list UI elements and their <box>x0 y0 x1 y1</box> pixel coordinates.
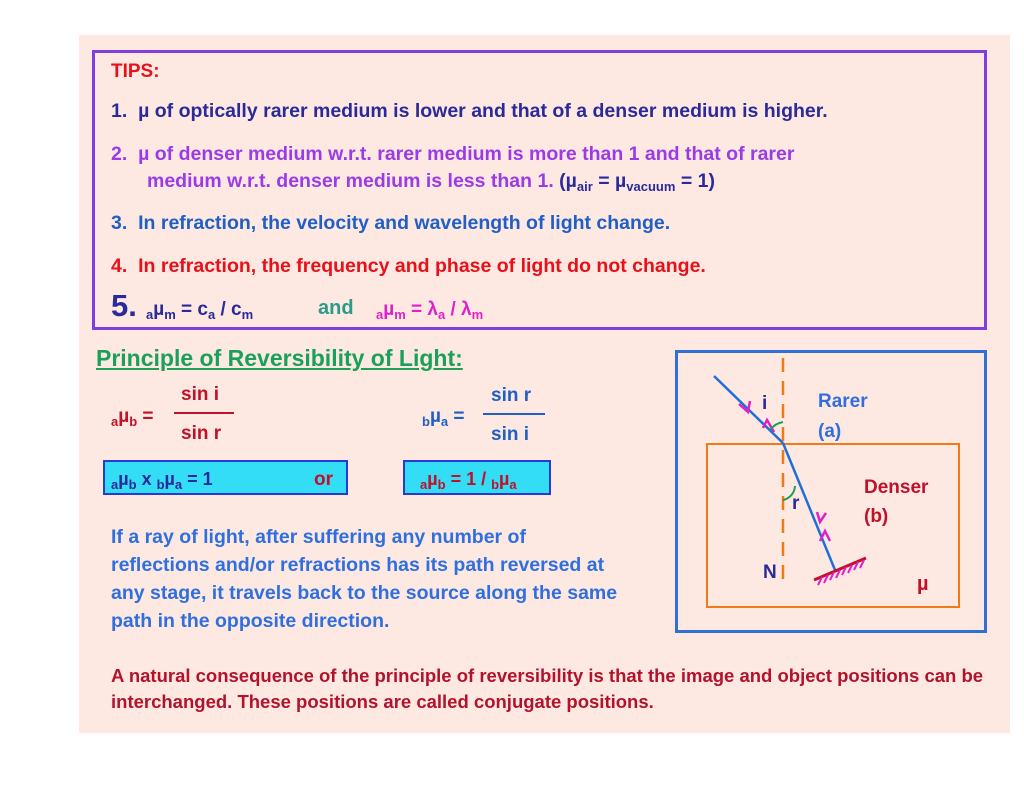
frac1-eq: = <box>137 406 154 427</box>
box1-mu2: µ <box>164 469 175 489</box>
f2-la: a <box>437 307 446 322</box>
f1-sub-m: m <box>164 307 176 322</box>
tips-title: TIPS: <box>111 61 160 82</box>
f1-slash: / c <box>215 299 242 320</box>
mu-label: µ <box>917 573 929 595</box>
tip-3-text: In refraction, the velocity and wavelength of light change. <box>138 212 671 234</box>
plane-mirror <box>814 558 866 580</box>
frac1-post: b <box>129 414 138 429</box>
f2-mu: µ <box>383 299 395 320</box>
box1-a1: a <box>111 477 119 492</box>
box1-a2: a <box>174 477 183 492</box>
box1-b2: b <box>156 477 165 492</box>
denser-b-label: (b) <box>864 506 889 527</box>
box1-b1: b <box>128 477 137 492</box>
f1-ca: a <box>207 307 216 322</box>
frac1-mu: µ <box>118 406 130 427</box>
angle-r-label: r <box>792 493 800 514</box>
consequence-paragraph: A natural consequence of the principle of reversibility is that the image and object positions can be interchanged. These positions are called conjugate positions. <box>111 665 984 712</box>
tip-2-text-1: µ of denser medium w.r.t. rarer medium is more than 1 and that of rarer <box>138 143 795 165</box>
and-label: and <box>318 297 354 319</box>
mu-end: = 1) <box>675 170 715 192</box>
f1-cm: m <box>241 307 254 322</box>
fraction-1-denominator: sin r <box>181 423 222 444</box>
refracted-arrow-reverse <box>820 531 830 541</box>
sub-vacuum: vacuum <box>626 179 676 194</box>
tip-1-number: 1. <box>111 100 128 122</box>
f2-sub-a: a <box>376 307 384 322</box>
frac2-eq: = <box>448 406 465 427</box>
box2-b1: b <box>437 477 446 492</box>
mu-air-open: (µ <box>559 170 577 192</box>
rarer-label: Rarer <box>818 391 868 412</box>
box2-a1: a <box>420 477 428 492</box>
f1-eq: = c <box>175 299 208 320</box>
box2-a2: a <box>509 477 517 492</box>
box2-eq: = 1 / <box>445 469 492 489</box>
or-label: or <box>314 469 333 490</box>
fraction-2-denominator: sin i <box>491 424 530 445</box>
angle-i-label: i <box>762 393 768 414</box>
tip-2-text-2: medium w.r.t. denser medium is less than 1. <box>147 170 554 192</box>
principle-heading: Principle of Reversibility of Light: <box>96 345 463 371</box>
tip-4-text: In refraction, the frequency and phase of light do not change. <box>138 255 706 277</box>
fraction-2-numerator: sin r <box>491 385 532 406</box>
angle-i-arc <box>770 422 783 430</box>
frac1-pre: a <box>111 414 119 429</box>
tip-3-number: 3. <box>111 212 128 234</box>
box2-b2: b <box>491 477 500 492</box>
refracted-arrow-forward <box>817 512 826 522</box>
tip-2-number: 2. <box>111 143 128 165</box>
normal-N-label: N <box>763 562 777 583</box>
frac2-pre: b <box>422 414 430 429</box>
f2-lm: m <box>471 307 484 322</box>
reversibility-paragraph: If a ray of light, after suffering any number of reflections and/or refractions has its path reversed at any stage, it travels back to the source along the same path in the opposite direction. <box>111 526 618 632</box>
rarer-a-label: (a) <box>818 421 842 442</box>
refracted-ray <box>783 443 835 570</box>
tip-1-text: µ of optically rarer medium is lower and that of a denser medium is higher. <box>138 100 828 122</box>
box2-mu1: µ <box>427 469 438 489</box>
f2-eq: = λ <box>405 299 438 320</box>
fraction-1-numerator: sin i <box>181 384 220 405</box>
f1-sub-a: a <box>146 307 154 322</box>
box1-mu1: µ <box>118 469 129 489</box>
tip-5-number: 5. <box>111 288 137 323</box>
frac2-post: a <box>440 414 449 429</box>
box1-x: x <box>136 469 157 489</box>
sub-air: air <box>576 179 593 194</box>
mu-vacuum: = µ <box>592 170 627 192</box>
mirror-hatching <box>818 560 864 585</box>
f1-mu: µ <box>153 299 165 320</box>
denser-label: Denser <box>864 477 929 498</box>
f2-slash: / λ <box>445 299 472 320</box>
frac2-mu: µ <box>429 406 441 427</box>
box2-mu2: µ <box>499 469 510 489</box>
f2-sub-m: m <box>394 307 406 322</box>
tip-4-number: 4. <box>111 255 128 277</box>
box1-eq: = 1 <box>182 469 213 489</box>
